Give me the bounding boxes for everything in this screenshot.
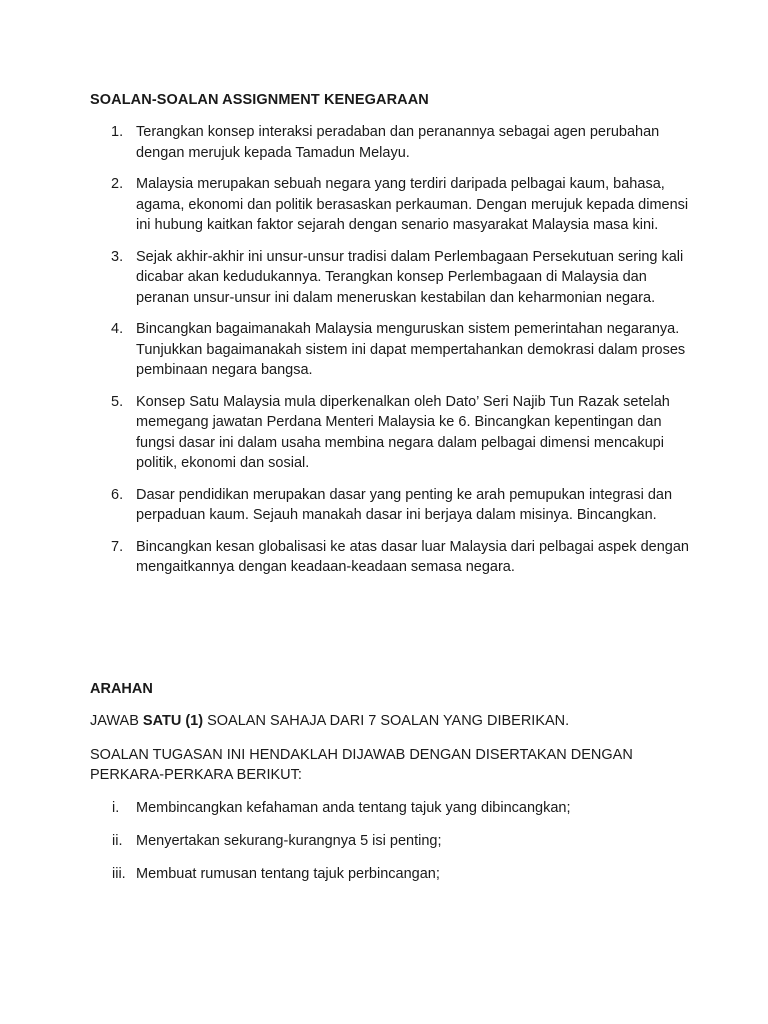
requirement-number: iii. — [112, 866, 126, 882]
requirement-text: Membincangkan kefahaman anda tentang tajuk yang dibincangkan; — [136, 800, 571, 816]
requirement-text: Menyertakan sekurang-kurangnya 5 isi penting; — [136, 833, 442, 849]
question-list — [90, 122, 690, 589]
question-number: 5. — [111, 393, 124, 410]
question-number: 7. — [111, 538, 124, 555]
requirement-item-2 — [90, 831, 690, 864]
question-text: Bincangkan kesan globalisasi ke atas dasar luar Malaysia dari pelbagai aspek dengan mengaitkannya dengan keadaan-keadaan semasa negara. — [136, 538, 689, 575]
question-text: Bincangkan bagaimanakah Malaysia menguruskan sistem pemerintahan negaranya. Tunjukkan bagaimanakah sistem ini dapat mempertahankan demokrasi dalam proses pembinaan negara bangsa. — [136, 321, 686, 378]
requirement-number: ii. — [112, 833, 123, 849]
instruction-emphasis: SATU (1) — [142, 713, 204, 729]
instructions-heading: ARAHAN — [90, 681, 153, 697]
question-text: Konsep Satu Malaysia mula diperkenalkan oleh Dato’ Seri Najib Tun Razak setelah memegang jawatan Perdana Menteri Malaysia ke 6. Bincangkan kepentingan dan fungsi dasar ini dalam usaha membina negara dalam pelbagai dimensi mencakupi politik, ekonomi dan sosial. — [136, 393, 670, 471]
requirement-text: Membuat rumusan tentang tajuk perbincangan; — [136, 866, 440, 882]
requirement-item-1 — [90, 798, 690, 831]
question-number: 1. — [111, 124, 124, 140]
question-item-2 — [90, 174, 690, 236]
requirement-list — [90, 798, 690, 897]
question-text: Terangkan konsep interaksi peradaban dan peranannya sebagai agen perubahan dengan merujuk kepada Tamadun Melayu. — [136, 124, 660, 161]
question-item-4 — [90, 319, 690, 381]
question-item-5 — [90, 392, 690, 474]
instruction-text: JAWAB — [90, 713, 143, 729]
instruction-text: SOALAN SAHAJA DARI 7 SOALAN YANG DIBERIKAN. — [203, 713, 570, 729]
question-number: 6. — [111, 486, 124, 503]
document-title: SOALAN-SOALAN ASSIGNMENT KENEGARAAN — [90, 92, 429, 108]
question-number: 2. — [111, 176, 124, 192]
question-item-6 — [90, 485, 690, 526]
instruction-answer-one — [90, 711, 690, 731]
question-item-7 — [90, 537, 690, 578]
question-item-3 — [90, 247, 690, 309]
question-number: 4. — [111, 321, 124, 337]
question-text: Sejak akhir-akhir ini unsur-unsur tradisi dalam Perlembagaan Persekutuan sering kali dicabar akan kedudukannya. Terangkan konsep Perlembagaan di Malaysia dan peranan unsur-unsur ini dalam meneruskan kestabilan dan keharmonian negara. — [136, 248, 684, 306]
question-number: 3. — [111, 248, 124, 265]
instruction-requirements: SOALAN TUGASAN INI HENDAKLAH DIJAWAB DENGAN DISERTAKAN DENGAN PERKARA-PERKARA BERIKUT: — [90, 747, 633, 783]
requirement-item-3 — [90, 864, 690, 897]
question-item-1 — [90, 122, 690, 163]
question-text: Dasar pendidikan merupakan dasar yang penting ke arah pemupukan integrasi dan perpaduan kaum. Sejauh manakah dasar ini berjaya dalam misinya. Bincangkan. — [136, 486, 673, 523]
question-text: Malaysia merupakan sebuah negara yang terdiri daripada pelbagai kaum, bahasa, agama, ekonomi dan politik berasaskan perkauman. Dengan merujuk kepada dimensi ini hubung kaitkan faktor sejarah dengan senario masyarakat Malaysia masa kini. — [136, 176, 689, 233]
requirement-number: i. — [112, 800, 120, 816]
